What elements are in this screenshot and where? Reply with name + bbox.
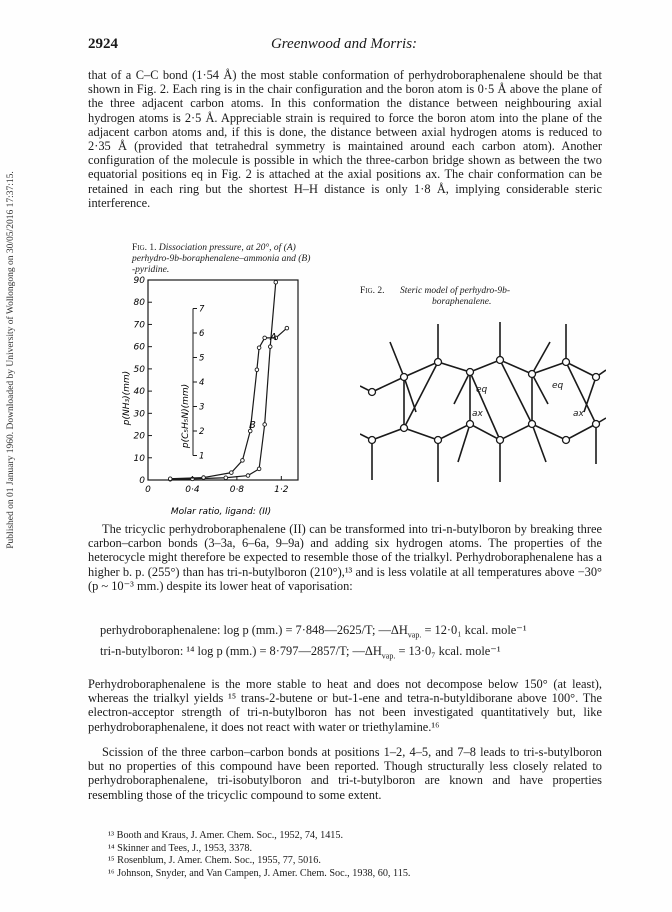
figure-1-caption-text: Dissociation pressure, at 20°, of (A) perhydro-9b-boraphenalene–ammonia and (B) -pyridine. (132, 243, 311, 275)
right-y-tick-label: 6 (199, 329, 205, 339)
data-point-a (224, 476, 228, 480)
y-tick-label: 10 (133, 453, 145, 464)
figure-2-label: Fig. 2. (360, 286, 385, 296)
chart-ticks (134, 276, 289, 495)
download-watermark (0, 120, 22, 600)
footnote-13: ¹³ Booth and Kraus, J. Amer. Chem. Soc., 1952, 74, 1415. (108, 830, 344, 841)
data-point-b (241, 459, 245, 463)
y-axis-label-left: p(NH₃)(mm) (122, 370, 132, 426)
data-point-b (285, 326, 289, 330)
data-point-b (230, 471, 234, 475)
atom (467, 369, 474, 376)
atom (593, 374, 600, 381)
atom (369, 437, 376, 444)
atom (435, 437, 442, 444)
page-number: 2924 (88, 36, 118, 52)
running-title: Greenwood and Morris: (270, 36, 418, 52)
data-point-a (246, 474, 250, 478)
equation-2: tri-n-butylboron: ¹⁴ log p (mm.) = 8·797—2857/T; $—\Delta H_{vap.} = 13\cdot 0_7$ kcal. mole⁻¹ (100, 644, 501, 661)
y-axis-label-right: p(C₅H₅N)(mm) (181, 383, 191, 449)
y-tick-label: 90 (133, 276, 145, 286)
y-tick-label: 30 (133, 409, 145, 420)
data-point-b (263, 336, 267, 340)
x-tick-label: 0 (145, 485, 151, 495)
label-ax-1: ax (472, 409, 483, 419)
paragraph-1: that of a C–C bond (1·54 Å) the most stable conformation of perhydroboraphenalene should be that shown in Fig. 2. Each ring is in the chair configuration and the boron atom is 0·5 Å above the plane of the three adjacent carbon atoms. In this conformation the distance between neighbouring axial hydrogen atoms is 2·5 Å. Appreciable strain is required to force the boron atom into the plane of the adjacent carbon atoms and, if this is done, the distance between axial hydrogen atoms is reduced to 2·35 Å (provided that tetrahedral symmetry is maintained around each carbon atom). Another configuration of the molecule is possible in which the three-carbon bridge shown as between the two equatorial positions eq in Fig. 2 is attached at the axial positions ax. The chair conformation can be retained in each ring but the shortest H–H distance is only 1·8 Å, implying considerable steric interference. (88, 68, 602, 210)
atom (497, 357, 504, 364)
label-eq-1: eq (476, 385, 488, 395)
data-point-a (268, 345, 272, 349)
molecule-bonds (360, 322, 606, 482)
label-eq-2: eq (552, 381, 564, 391)
atom (401, 425, 408, 432)
right-y-tick-label: 2 (199, 427, 205, 437)
equation-1: perhydroboraphenalene: log p (mm.) = 7·848—2625/T; $—\Delta H_{vap.} = 12\cdot 0_1$ kcal. mole⁻¹ (100, 623, 527, 640)
y-tick-label: 0 (139, 476, 145, 486)
paragraph-4: Scission of the three carbon–carbon bonds at positions 1–2, 4–5, and 7–8 leads to tri-s-butylboron but no properties of this compound have been reported. Though structurally less closely related to perhydroboraphenalene, tri-isobutylboron and tri-t-butylboron are known and have properties resembling those of the tricyclic compound to some extent. (88, 745, 602, 802)
download-watermark-text: Published on 01 January 1960. Downloaded by University of Wollongong on 30/05/2016 17:37:15. (6, 171, 16, 549)
label-ax-2: ax (573, 409, 584, 419)
figure-2-caption-line1: Steric model of perhydro-9b- (400, 286, 511, 296)
plot-frame (148, 280, 298, 480)
data-point-b (257, 346, 261, 350)
right-y-tick-label: 4 (199, 378, 205, 388)
y-tick-label: 60 (133, 342, 145, 353)
figure-1-chart (118, 268, 308, 518)
data-point-b (255, 368, 259, 372)
footnotes (108, 830, 608, 880)
series-label-b: B (249, 420, 256, 431)
molecule-atoms (369, 357, 600, 444)
y-tick-label: 70 (133, 320, 145, 331)
footnote-16: ¹⁶ Johnson, Snyder, and Van Campen, J. Amer. Chem. Soc., 1938, 60, 115. (108, 867, 411, 879)
paragraph-2: The tricyclic perhydroboraphenalene (II) can be transformed into tri-n-butylboron by breaking three carbon–carbon bonds (3–3a, 6–6a, 9–9a) and adding six hydrogen atoms. The properties of the heterocycle might therefore be expected to resemble those of the trialkyl. Perhydroboraphenalene has a higher b. p. (255°) than has tri-n-butylboron (210°),¹³ and is less volatile at all temperatures above −30° (p ~ 10⁻³ mm.) despite its lower heat of vaporisation: (88, 522, 602, 593)
data-point-b (168, 477, 172, 481)
page-header (88, 36, 600, 58)
footnote-14: ¹⁴ Skinner and Tees, J., 1953, 3378. (108, 842, 253, 854)
series-label-a: A (270, 332, 277, 343)
atom (529, 371, 536, 378)
footnote-15: ¹⁵ Rosenblum, J. Amer. Chem. Soc., 1955, 77, 5016. (108, 855, 321, 866)
data-point-a (274, 280, 278, 284)
right-y-tick-label: 3 (199, 402, 205, 413)
atom (563, 437, 570, 444)
atom (435, 359, 442, 366)
atom (467, 421, 474, 428)
figure-2-caption-line2: boraphenalene. (432, 297, 492, 307)
x-axis-label: Molar ratio, ligand: (II) (170, 507, 272, 517)
x-tick-label: 1·2 (274, 485, 289, 495)
x-tick-label: 0·4 (185, 485, 200, 495)
atom (593, 421, 600, 428)
y-tick-label: 20 (133, 431, 145, 442)
paragraph-3: Perhydroboraphenalene is the more stable to heat and does not decompose below 150° (at least), whereas the trialkyl yields ¹⁵ trans-2-butene or but-1-ene and tetra-n-butyldiborane above 100°. The electron-acceptor strength of tri-n-butylboron has not been investigated quantitatively but, like perhydroboraphenalene, it does not react with water or triethylamine.¹⁶ (88, 677, 602, 734)
atom (401, 374, 408, 381)
figure-2-caption (360, 286, 590, 308)
right-y-tick-label: 5 (199, 353, 205, 364)
y-tick-label: 80 (133, 298, 145, 309)
figure-1-label: Fig. 1. (132, 243, 157, 253)
atom (497, 437, 504, 444)
right-y-tick-label: 1 (199, 451, 205, 462)
atom (369, 389, 376, 396)
atom (529, 421, 536, 428)
x-tick-label: 0·8 (229, 485, 245, 495)
y-tick-label: 50 (133, 364, 145, 375)
data-point-b (202, 476, 206, 480)
atom (563, 359, 570, 366)
figure-2-steric-model (360, 312, 606, 494)
series-line-a (170, 282, 276, 479)
right-y-tick-label: 7 (199, 304, 205, 315)
data-point-a (263, 423, 267, 427)
y-tick-label: 40 (133, 387, 145, 398)
data-point-a (257, 467, 261, 471)
chart-axes (148, 280, 298, 480)
chart-series (168, 280, 288, 481)
